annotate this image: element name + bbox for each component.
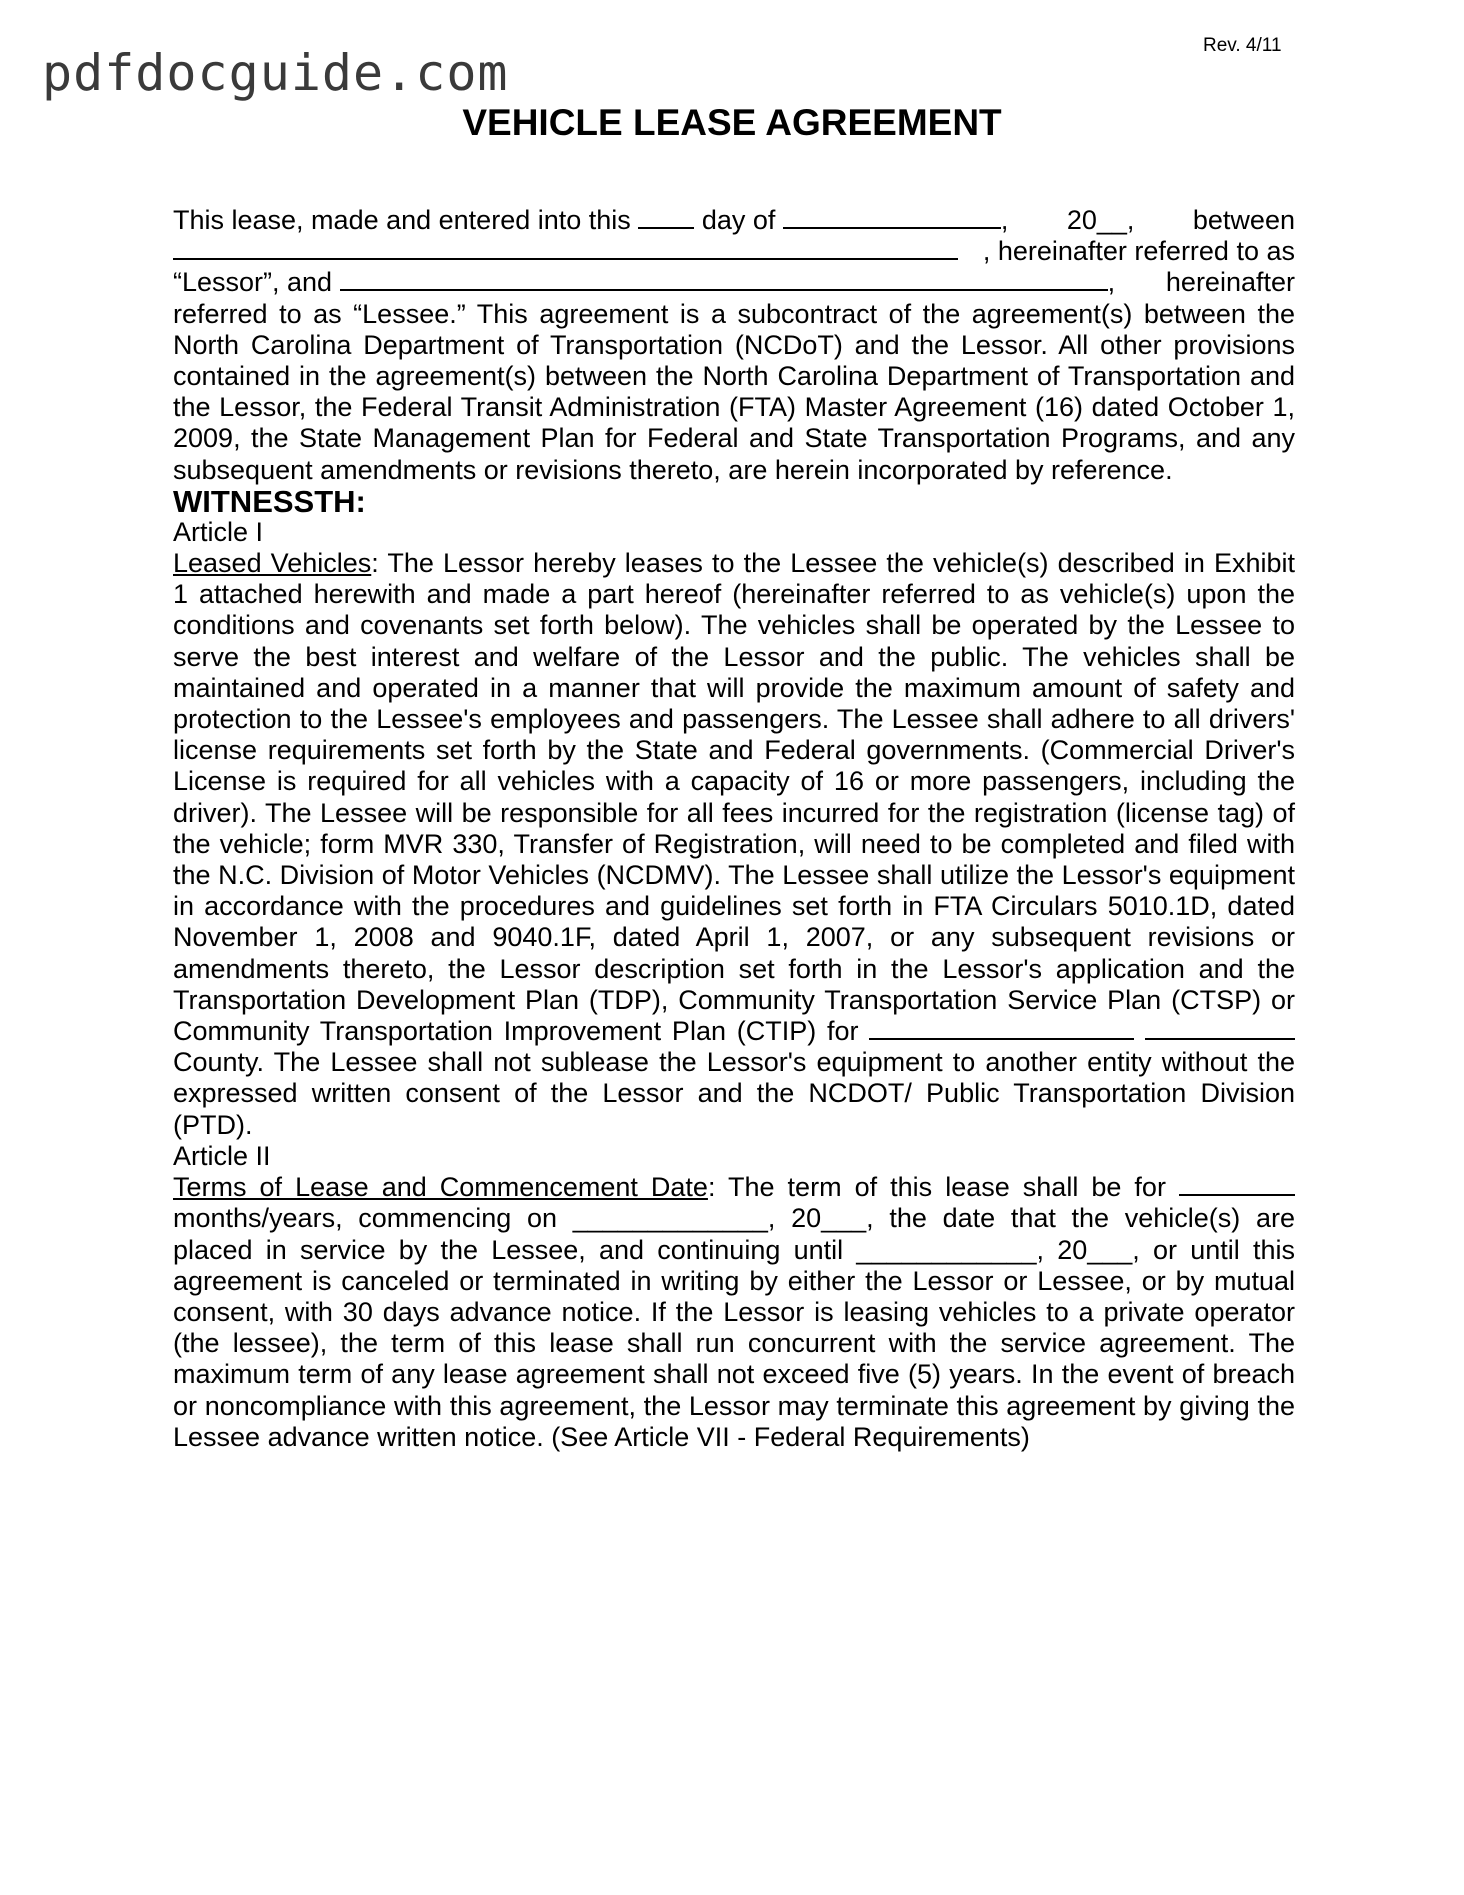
article-1-county-text: County. The Lessee shall not sublease the Lessor's equipment to another entity without the expressed written consent of the Lessor and the NCDOT/ Public Transportation Division (PTD). bbox=[173, 1047, 1295, 1140]
lessee-name-blank bbox=[340, 267, 1108, 291]
intro-text: “Lessor”, and bbox=[173, 267, 333, 298]
intro-text: , bbox=[1107, 267, 1116, 298]
intro-paragraph bbox=[173, 205, 1295, 486]
year-text: 20__, bbox=[1066, 205, 1135, 235]
document-title: VEHICLE LEASE AGREEMENT bbox=[462, 102, 1002, 143]
article-1-label: Leased Vehicles bbox=[173, 548, 372, 579]
article-2-heading: Article II bbox=[173, 1140, 271, 1171]
county-blank-2 bbox=[1145, 1016, 1295, 1040]
intro-text: day of bbox=[701, 205, 776, 235]
revision-label: Rev. 4/11 bbox=[1203, 35, 1282, 56]
witnessth-heading: WITNESSTH: bbox=[173, 483, 366, 519]
intro-text: hereinafter bbox=[1165, 267, 1295, 298]
intro-text: , hereinafter referred to as bbox=[982, 236, 1295, 267]
article-2-label: Terms of Lease and Commencement Date bbox=[173, 1172, 708, 1203]
lessor-name-blank bbox=[173, 236, 958, 260]
article-1-paragraph bbox=[173, 548, 1295, 1141]
article-1-body: : The Lessor hereby leases to the Lessee the vehicle(s) described in Exhibit 1 attached herewith and made a part hereof (hereinafter referred to as vehicle(s) upon the conditions and covenants set forth below). The vehicles shall be operated by the Lessee to serve the best interest and welfare of the Lessor and the public. The vehicles shall be maintained and operated in a manner that will provide the maximum amount of safety and protection to the Lessee's employees and passengers. The Lessee shall adhere to all drivers' license requirements set forth by the State and Federal governments. (Commercial Driver's License is required for all vehicles with a capacity of 16 or more passengers, including the driver). The Lessee will be responsible for all fees incurred for the registration (license tag) of the vehicle; form MVR 330, Transfer of Registration, will need to be completed and filed with the N.C. Division of Motor Vehicles (NCDMV). The Lessee shall utilize the Lessor's equipment in accordance with the procedures and guidelines set forth in FTA Circulars 5010.1D, dated November 1, 2008 and 9040.1F, dated April 1, 2007, or any subsequent revisions or amendments thereto, the Lessor description set forth in the Lessor's application and the Transportation Development Plan (TDP), Community Transportation Service Plan (CTSP) or Community Transportation Improvement Plan (CTIP) for bbox=[173, 548, 1295, 1047]
intro-text: , bbox=[1000, 205, 1009, 235]
article-1-heading: Article I bbox=[173, 516, 264, 547]
article-2-body-rest: months/years, commencing on _____________, 20___, the date that the vehicle(s) are placed in service by the Lessee, and continuing until ____________, 20___, or until this agreement is canceled or terminated in writing by either the Lessor or Lessee, or by mutual consent, with 30 days advance notice. If the Lessor is leasing vehicles to a private operator (the lessee), the term of this lease shall run concurrent with the service agreement. The maximum term of any lease agreement shall not exceed five (5) years. In the event of breach or noncompliance with this agreement, the Lessor may terminate this agreement by giving the Lessee advance written notice. (See Article VII - Federal Requirements) bbox=[173, 1203, 1295, 1452]
intro-line-1 bbox=[173, 205, 1295, 236]
intro-text: between bbox=[1192, 205, 1295, 235]
day-blank bbox=[638, 205, 694, 229]
document-body bbox=[173, 205, 1295, 1453]
intro-line-2 bbox=[173, 236, 1295, 267]
article-2-paragraph bbox=[173, 1172, 1295, 1453]
term-blank bbox=[1179, 1172, 1295, 1196]
month-blank bbox=[783, 205, 1001, 229]
county-blank bbox=[869, 1016, 1134, 1040]
intro-text: This lease, made and entered into this bbox=[173, 205, 631, 235]
article-2-body: : The term of this lease shall be for bbox=[707, 1172, 1166, 1203]
intro-line-3 bbox=[173, 267, 1295, 298]
intro-rest: referred to as “Lessee.” This agreement is a subcontract of the agreement(s) between the North Carolina Department of Transportation (NCDoT) and the Lessor. All other provisions contained in the agreement(s) between the North Carolina Department of Transportation and the Lessor, the Federal Transit Administration (FTA) Master Agreement (16) dated October 1, 2009, the State Management Plan for Federal and State Transportation Programs, and any subsequent amendments or revisions thereto, are herein incorporated by reference. bbox=[173, 298, 1295, 485]
watermark: pdfdocguide.com bbox=[42, 44, 509, 102]
